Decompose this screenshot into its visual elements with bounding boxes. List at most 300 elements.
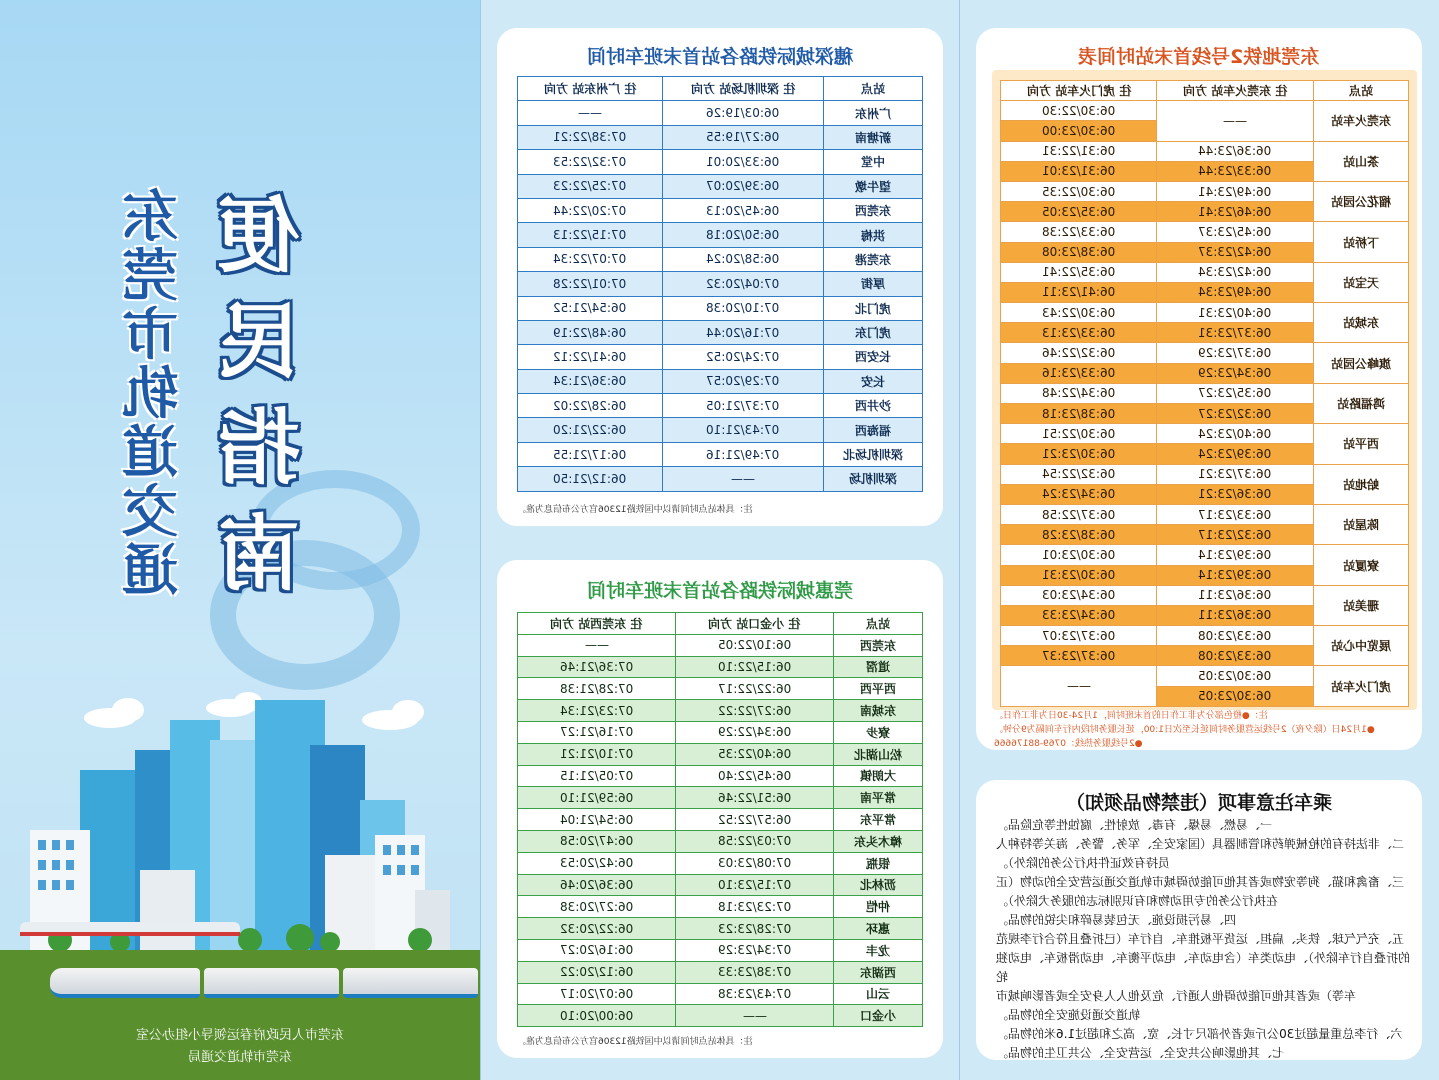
cover-panel [0,0,480,1080]
time-cell-text: 07:38/23:33 [717,965,792,980]
time-cell [518,150,663,174]
table-row [518,874,923,896]
time-cell [1157,404,1313,424]
station-cell [834,721,923,743]
table-row [518,1005,923,1027]
time-cell [1001,464,1157,484]
time-cell [1157,222,1313,242]
guan-hui-table [517,612,923,1027]
table-row [518,150,923,174]
time-cell [1001,222,1157,242]
station-cell [1313,626,1408,666]
time-cell-text: 06:32/22:54 [1042,467,1116,482]
time-cell-text: 06:39/23:14 [1198,547,1272,562]
time-cell [518,467,663,491]
time-cell [1157,646,1313,666]
table-row [1001,343,1409,363]
time-cell [518,983,676,1005]
cover-title-char: 民 [218,295,301,390]
time-cell [662,198,824,222]
time-cell-text: 06:36/23:44 [1198,144,1272,159]
time-cell [662,272,824,296]
rule-item: 员持有效证件执行公务的除外）。 [996,856,1171,870]
table-row [1001,222,1409,242]
station-cell [824,296,923,320]
time-cell [1157,282,1313,302]
station-cell [824,320,923,344]
station-cell [824,369,923,393]
station-cell-text: 东城站 [1342,316,1379,331]
station-cell-text: 蛤地站 [1342,477,1379,492]
time-cell-text: 06:36/21:34 [553,374,627,389]
time-cell-text: —— [1066,679,1091,694]
time-cell [676,874,834,896]
time-cell [518,394,663,418]
time-cell [1001,404,1157,424]
time-cell [1001,303,1157,323]
time-cell [518,634,676,656]
time-cell [518,896,676,918]
station-cell [1313,343,1408,383]
time-cell [1001,424,1157,444]
time-cell-text: 06:36/23:11 [1198,608,1272,623]
time-cell-text: —— [1223,113,1248,128]
time-cell [662,369,824,393]
table-row [1001,101,1409,121]
time-cell-text: 06:40/23:24 [1198,426,1272,441]
station-cell [824,223,923,247]
time-cell-text: 06:36/23:21 [1198,487,1272,502]
station-cell-text: 天宝站 [1342,275,1379,290]
rules-title: 乘车注意事项（违禁物品须知） [1065,792,1332,814]
cover-subtitle-char: 交 [122,480,178,545]
station-cell-text: 厚街 [861,277,886,292]
time-cell-text: 06:33/23:17 [1198,507,1272,522]
table-row [1001,424,1409,444]
column-header-text: 往 东莞西站 方向 [550,616,643,631]
station-cell-text: 常平东 [860,813,897,828]
time-cell [518,272,663,296]
station-cell-text: 东莞西 [855,204,892,219]
table-row [518,961,923,983]
time-cell [1157,525,1313,545]
time-cell [1001,646,1157,666]
time-cell-text: 06:32/23:27 [1198,406,1272,421]
table-row [518,247,923,271]
sui-shen-note: 注：具体站点时间请以中国铁路12306官方公布信息为准。 [517,505,753,515]
column-header [518,613,676,635]
time-cell-text: 07:16/20:44 [706,325,780,340]
time-cell-text: 06:12/21:50 [553,471,627,486]
station-cell [824,345,923,369]
time-cell-text: 06:37/23:07 [1042,628,1116,643]
time-cell-text: 06:33/23:08 [1198,648,1272,663]
train-car [343,968,478,998]
time-cell [518,939,676,961]
station-cell-text: 展览中心站 [1330,639,1391,654]
cover-subtitle-char: 轨 [122,362,178,427]
time-cell-text: 06:30/23:01 [1042,547,1116,562]
time-cell-text: 06:58/20:24 [706,252,780,267]
time-cell-text: 06:30/22:43 [1042,305,1116,320]
time-cell-text: 06:30/22:30 [1042,103,1116,118]
station-cell-text: 常平南 [860,791,897,806]
station-cell [834,787,923,809]
time-cell [676,787,834,809]
time-cell-text: 06:00/20:10 [559,1008,634,1023]
time-cell-text: 06:37/23:21 [1198,467,1272,482]
station-cell [1313,666,1408,706]
table-row [518,656,923,678]
time-cell [1001,323,1157,343]
station-cell-text: 小金口 [860,1009,897,1024]
time-cell [1157,303,1313,323]
time-cell-text: 06:30/22:35 [1042,184,1116,199]
cover-subtitle-char: 市 [122,303,178,368]
time-cell-text: 06:35/23:05 [1042,204,1116,219]
time-cell [518,874,676,896]
time-cell-text: 06:49/23:34 [1198,285,1272,300]
time-cell [1001,121,1157,141]
station-cell [824,467,923,491]
time-cell [676,809,834,831]
time-cell [518,809,676,831]
station-cell [824,442,923,466]
time-cell [662,247,824,271]
station-cell-text: 樟木头东 [854,834,903,849]
table-row [1001,141,1409,161]
station-cell [834,765,923,787]
time-cell [676,1005,834,1027]
rule-item: 一、易燃、易爆、有毒、放射性、腐蚀性等危险品。 [996,818,1273,832]
time-cell-text: 06:37/22:58 [1042,507,1116,522]
station-cell [834,743,923,765]
guan-hui-title: 莞惠城际铁路各站首末班车时间 [586,580,853,602]
time-cell-text: 07:05/21:15 [559,768,634,783]
time-cell-text: 06:38/23:18 [1042,406,1116,421]
table-row [518,418,923,442]
time-cell-text: 06:42/20:53 [559,856,634,871]
table-row [1001,585,1409,605]
time-cell-text: 06:31/22:31 [1042,144,1116,159]
station-cell-text: 寮步 [866,725,891,740]
rule-item: 七、其他影响公共安全、运营安全、公共卫生的物品。 [996,1046,1285,1060]
station-cell-text: 长安西 [855,350,892,365]
time-cell [662,223,824,247]
station-cell [1313,181,1408,221]
time-cell-text: 06:48/22:19 [553,325,627,340]
station-cell [1313,504,1408,544]
time-cell-text: 06:40/23:31 [1198,305,1272,320]
station-cell [834,700,923,722]
time-cell-text: 07:23/23:18 [717,899,792,914]
column-header-text: 站点 [866,616,891,631]
time-cell-text: —— [742,1008,767,1023]
column-header-text: 往 小金口站 方向 [708,616,801,631]
time-cell [518,918,676,940]
table-row [518,369,923,393]
cover-footer-org: 东莞市人民政府春运领导小组办公室 [136,1028,345,1043]
time-cell [518,198,663,222]
time-cell [518,418,663,442]
table-row [518,983,923,1005]
time-cell-text: 06:42/23:37 [1198,245,1272,260]
column-header-text: 往 东莞火车站 方向 [1182,84,1288,99]
station-cell-text: 银瓶 [866,856,891,871]
time-cell [676,918,834,940]
station-cell-text: 中堂 [861,155,886,170]
time-cell [1001,363,1157,383]
time-cell-text: 06:39/20:07 [706,179,780,194]
time-cell [1001,101,1157,121]
station-cell-text: 望牛墩 [855,179,892,194]
time-cell [1001,161,1157,181]
time-cell-text: 06:41/23:11 [1042,285,1116,300]
time-cell [518,961,676,983]
time-cell-text: 06:15/22:10 [717,659,792,674]
time-cell-text: 06:45/20:13 [706,203,780,218]
time-cell-text: 07:23/21:34 [559,703,634,718]
metro-note-2: ●1月24日（除夕夜）2号线运营服务时间延长至次日1:00，延长服务时段内行车间隔为9分钟。 [994,725,1375,735]
station-cell-text: 寮厦站 [1342,558,1379,573]
time-cell-text: 07:37/21:05 [706,398,780,413]
table-row [518,320,923,344]
time-cell [518,1005,676,1027]
time-cell-text: 07:03/22:58 [717,834,792,849]
station-cell-text: 东城南 [860,704,897,719]
time-cell [662,418,824,442]
passenger-rules-card [976,780,1422,1060]
time-cell-text: 06:32/23:17 [1198,527,1272,542]
time-cell-text: —— [577,106,602,121]
time-cell [1157,565,1313,585]
metro-note-3: ●2号线服务热线：0769-88176666 [994,739,1143,749]
station-cell [824,125,923,149]
time-cell-text: 06:46/23:41 [1198,204,1272,219]
time-cell-text: 06:30/23:05 [1198,689,1272,704]
time-cell-text: 06:38/23:08 [1042,245,1116,260]
time-cell [518,174,663,198]
time-cell-text: 07:01/22:28 [553,276,627,291]
station-cell [834,634,923,656]
middle-panel [481,0,959,1080]
station-cell-text: 虎门东 [855,326,892,341]
time-cell-text: 06:27/19:55 [706,130,780,145]
time-cell-text: 07:32/22:53 [553,154,627,169]
cover-title-char: 南 [218,507,301,602]
column-header [824,77,923,101]
time-cell-text: 07:24/20:52 [706,349,780,364]
table-row [518,896,923,918]
time-cell [676,939,834,961]
time-cell [676,983,834,1005]
station-cell-text: 榴花公园站 [1330,195,1391,210]
station-cell [1313,424,1408,464]
time-cell [518,247,663,271]
time-cell-text: 06:39/23:24 [1198,446,1272,461]
station-cell-text: 深圳机场北 [843,448,904,463]
time-cell [662,345,824,369]
column-header [834,613,923,635]
station-cell-text: 西平西 [860,682,897,697]
time-cell [1001,626,1157,646]
time-cell [1001,343,1157,363]
time-cell-text: 06:33/23:08 [1198,628,1272,643]
time-cell-text: 06:33/23:44 [1198,164,1272,179]
time-cell [518,125,663,149]
time-cell [1157,242,1313,262]
sui-shen-title: 穗深城际铁路各站首末班车时间 [586,46,853,68]
time-cell-text: 06:35/23:27 [1198,386,1272,401]
station-cell-text: 洪梅 [861,228,886,243]
table-row [518,830,923,852]
time-cell-text: 06:39/23:14 [1198,568,1272,583]
time-cell-text: 06:50/20:18 [706,228,780,243]
station-cell [824,272,923,296]
time-cell [518,852,676,874]
time-cell-text: 06:30/23:00 [1042,123,1116,138]
time-cell-text: 06:22/21:20 [553,423,627,438]
time-cell [662,174,824,198]
station-cell [834,961,923,983]
rule-item: 三、畜禽和猫、狗等宠物或者其他可能妨碍城市轨道交通运营安全的动物（正 [996,875,1405,889]
train-car [204,968,339,998]
station-cell [834,1005,923,1027]
time-cell-text: 06:57/22:52 [717,812,792,827]
station-cell [1313,383,1408,423]
station-cell-text: 云山 [866,987,891,1002]
time-cell [1001,202,1157,222]
time-cell [676,896,834,918]
cover-footer-dept: 东莞市轨道交通局 [188,1050,293,1065]
time-cell-text: 06:42/23:34 [1198,265,1272,280]
time-cell-text: 06:36/20:46 [559,877,634,892]
time-cell-text: 07:25/22:23 [553,179,627,194]
time-cell [1001,141,1157,161]
station-cell [1313,101,1408,141]
time-cell [1157,545,1313,565]
time-cell-text: 06:37/23:31 [1198,325,1272,340]
rule-item: 的折叠自行车除外）、电动类车（含电动车、电动平衡车、电动滑板车、电动独轮 [996,951,1411,984]
time-cell [662,442,824,466]
station-cell-text: 道滘 [866,660,891,675]
time-cell [1157,666,1313,686]
metro-table [1000,80,1409,707]
time-cell-text: 07:49/21:16 [706,447,780,462]
time-cell [676,721,834,743]
time-cell [662,125,824,149]
time-cell [1157,363,1313,383]
table-row [518,678,923,700]
time-cell [662,101,824,125]
time-cell-text: 06:35/22:41 [1042,265,1116,280]
time-cell-text: 07:43/23:38 [717,986,792,1001]
time-cell [1157,383,1313,403]
station-cell [824,150,923,174]
time-cell [1157,161,1313,181]
station-cell-text: 陈屋站 [1342,518,1379,533]
time-cell [676,700,834,722]
time-cell-text: 06:10/22:05 [717,638,792,653]
time-cell [1157,464,1313,484]
table-row [518,345,923,369]
time-cell [1001,181,1157,201]
station-cell [834,809,923,831]
train-car [50,968,200,998]
time-cell-text: 06:37/23:37 [1042,648,1116,663]
time-cell [1001,484,1157,504]
time-cell-text: 07:10/20:38 [706,301,780,316]
column-header-text: 站点 [861,82,886,97]
time-cell-text: 06:28/22:02 [553,398,627,413]
cover-title-char: 便 [218,189,301,284]
time-cell-text: 06:07/20:17 [559,986,634,1001]
time-cell-text: 06:12/20:22 [559,965,634,980]
table-row [518,467,923,491]
time-cell [1001,545,1157,565]
table-row [1001,181,1409,201]
time-cell-text: 06:54/21:04 [559,812,634,827]
time-cell-text: 06:33/23:13 [1042,325,1116,340]
station-cell [824,247,923,271]
station-cell [834,874,923,896]
time-cell [676,743,834,765]
time-cell-text: 07:15/22:13 [553,228,627,243]
time-cell-text: 07:34/23:29 [717,943,792,958]
table-row [518,101,923,125]
station-cell [1313,545,1408,585]
time-cell-text: 06:30/23:31 [1042,568,1116,583]
metro-note-1: 注：●橙色部分为非工作日的首末班时间，1月24-30日为非工作日。 [994,711,1268,721]
station-cell-text: 福海西 [855,423,892,438]
time-cell [1157,605,1313,625]
station-cell-text: 珊美站 [1342,598,1379,613]
rule-item: 车等）或者其他可能妨碍他人通行、危及他人人身安全或者影响城市 [996,989,1357,1003]
table-row [1001,666,1409,686]
time-cell [676,678,834,700]
time-cell [518,743,676,765]
time-cell [1001,666,1157,706]
time-cell [676,961,834,983]
guan-hui-timetable-card [497,560,943,1058]
time-cell [1001,282,1157,302]
time-cell [1157,101,1313,141]
column-header [1157,81,1313,101]
time-cell-text: 06:33/23:16 [1042,366,1116,381]
table-row [518,700,923,722]
table-row [518,765,923,787]
station-cell-text: 深圳机场 [849,472,898,487]
table-row [518,296,923,320]
time-cell [676,765,834,787]
rules-list [996,816,1416,1063]
table-row [518,918,923,940]
rule-item: 在执行公务的专用动物和有识别标志的服务犬除外）。 [996,894,1279,908]
cover-title-sub [122,185,178,604]
time-cell [1001,565,1157,585]
time-cell [676,830,834,852]
station-cell-text: 仲恺 [866,900,891,915]
time-cell-text: 06:40/22:35 [717,747,792,762]
time-cell [518,700,676,722]
station-cell [1313,585,1408,625]
time-cell [676,634,834,656]
table-row [518,634,923,656]
time-cell-text: 07:43/21:10 [706,423,780,438]
time-cell [518,345,663,369]
table-row [518,743,923,765]
time-cell-text: 07:08/23:03 [717,856,792,871]
